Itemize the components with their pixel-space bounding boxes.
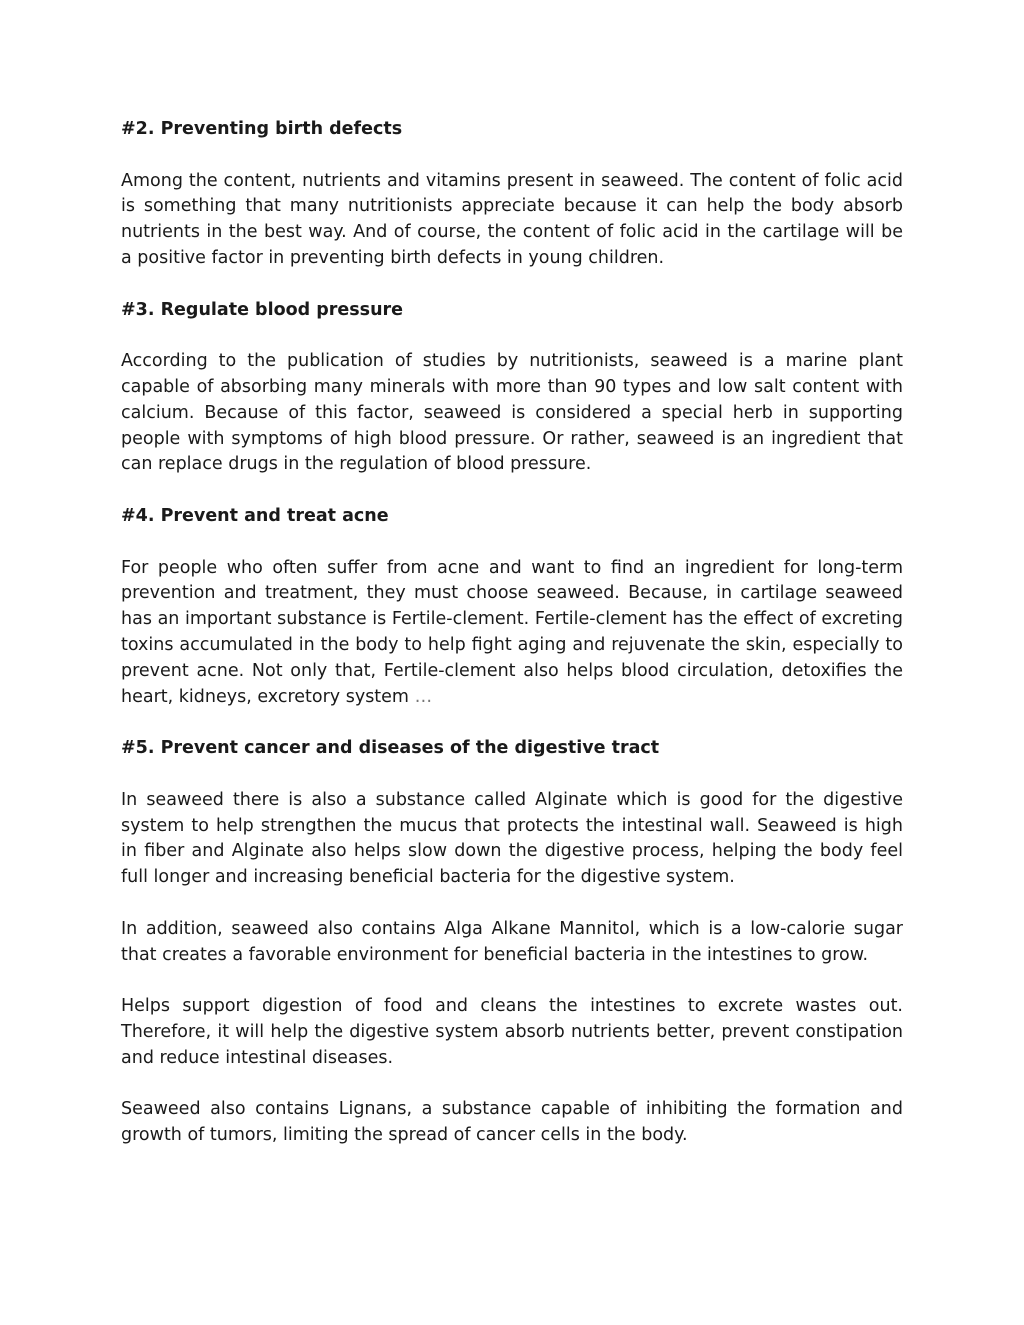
- paragraph-folic-acid: Among the content, nutrients and vitamins present in seaweed. The content of folic acid is something that many nutritionists appreciate because it can help the body absorb nutrients in the best way. And of course, the content of folic acid in the cartilage will be a positive factor in preventing birth defects in young children.: [121, 170, 903, 268]
- paragraph-mannitol: In addition, seaweed also contains Alga Alkane Mannitol, which is a low-calorie sugar that creates a favorable environment for beneficial bacteria in the intestines to grow.: [121, 918, 903, 965]
- paragraph-alginate: In seaweed there is also a substance called Alginate which is good for the digestive system to help strengthen the mucus that protects the intestinal wall. Seaweed is high in fiber and Alginate also helps slow down the digestive process, helping the body feel full longer and increasing beneficial bacteria for the digestive system.: [121, 789, 903, 888]
- paragraph-acne: [121, 556, 903, 711]
- paragraph-lignans: Seaweed also contains Lignans, a substance capable of inhibiting the formation and growth of tumors, limiting the spread of cancer cells in the body.: [121, 1099, 903, 1146]
- paragraph-digestion: Helps support digestion of food and cleans the intestines to excrete wastes out. Therefore, it will help the digestive system absorb nutrients better, prevent constipation and reduce intestinal diseases.: [121, 996, 903, 1068]
- section-heading-acne: #4. Prevent and treat acne: [121, 505, 389, 526]
- section-heading-blood-pressure: #3. Regulate blood pressure: [121, 299, 404, 320]
- section-heading-birth-defects: #2. Preventing birth defects: [121, 119, 403, 139]
- paragraph-acne-text: For people who often suffer from acne and want to find an ingredient for long-term prevention and treatment, they must choose seaweed. Because, in cartilage seaweed has an important substance is Fertile-clement. Fertile-clement has the effect of excreting toxins accumulated in the body to help fight aging and rejuvenate the skin, especially to prevent acne. Not only that, Fertile-clement also helps blood circulation, detoxifies the heart, kidneys, excretory system: [121, 557, 903, 707]
- paragraph-blood-pressure: According to the publication of studies by nutritionists, seaweed is a marine plant capable of absorbing many minerals with more than 90 types and low salt content with calcium. Because of this factor, seaweed is considered a special herb in supporting people with symptoms of high blood pressure. Or rather, seaweed is an ingredient that can replace drugs in the regulation of blood pressure.: [121, 351, 903, 475]
- section-heading-digestive: #5. Prevent cancer and diseases of the digestive tract: [121, 738, 660, 759]
- ellipsis-mark: …: [414, 686, 433, 707]
- document-page: [121, 117, 903, 1175]
